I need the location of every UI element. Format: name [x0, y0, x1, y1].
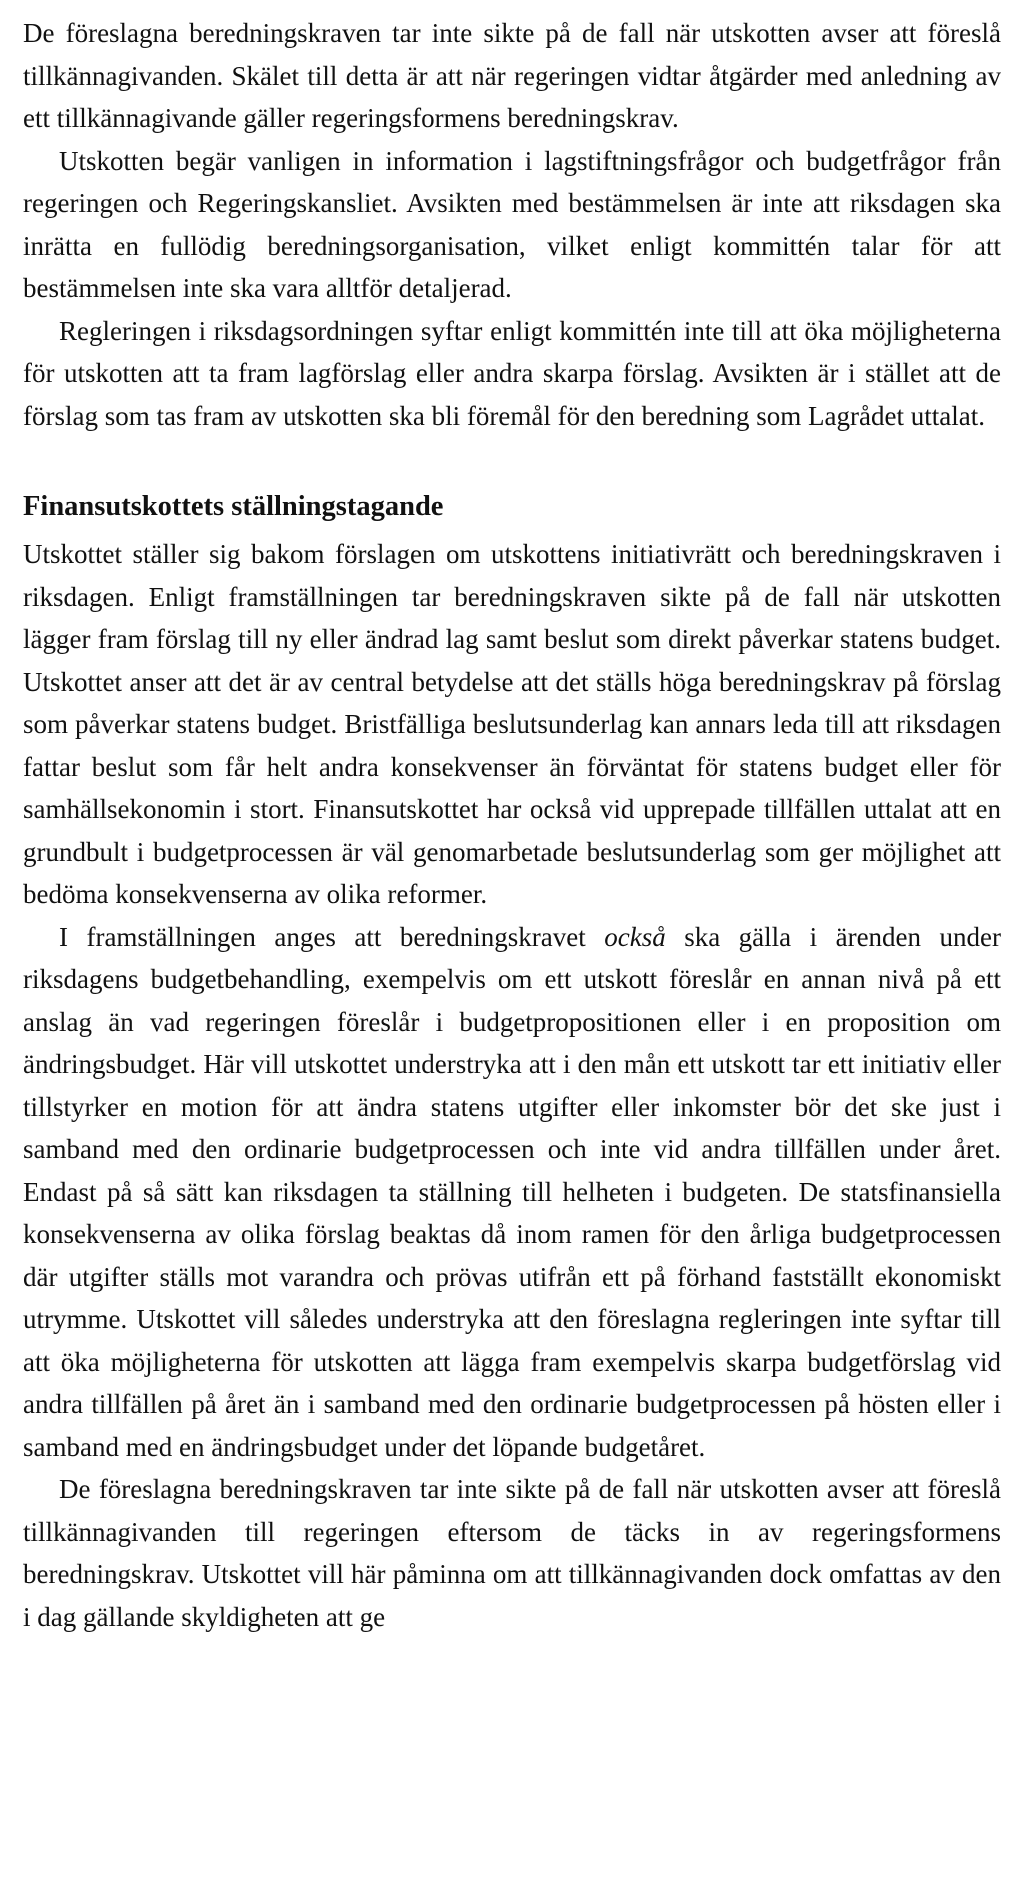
emphasized-word: också	[604, 921, 666, 952]
paragraph-with-emphasis	[23, 916, 1001, 1469]
section-heading: Finansutskottets ställningstagande	[23, 491, 444, 522]
paragraph: Regleringen i riksdagsordningen syftar enligt kommittén inte till att öka möjligheterna för utskotten att ta fram lagförslag eller andra skarpa förslag. Avsikten är i stället att de förslag som tas fram av utskotten ska bli föremål för den beredning som Lagrådet uttalat.	[23, 315, 1001, 431]
paragraph: Utskottet ställer sig bakom förslagen om utskottens initiativrätt och beredningskraven i riksdagen. Enligt framställningen tar beredningskraven sikte på de fall när utskotten lägger fram förslag till ny eller ändrad lag samt beslut som direkt påverkar statens budget. Utskottet anser att det är av central betydelse att det ställs höga beredningskrav på förslag som påverkar statens budget. Bristfälliga beslutsunderlag kan annars leda till att riksdagen fattar beslut som får helt andra konsekvenser än förväntat för statens budget eller för samhällsekonomin i stort. Finansutskottet har också vid upprepade tillfällen uttalat att en grundbult i budgetprocessen är väl genomarbetade beslutsunderlag som ger möjlighet att bedöma konsekvenserna av olika reformer.	[23, 539, 1001, 909]
paragraph: De föreslagna beredningskraven tar inte sikte på de fall när utskotten avser att föreslå tillkännagivanden till regeringen eftersom de täcks in av regeringsformens beredningskrav. Utskottet vill här påminna om att tillkännagivanden dock omfattas av den i dag gällande skyldigheten att ge	[23, 1474, 1001, 1632]
paragraph: De föreslagna beredningskraven tar inte sikte på de fall när utskotten avser att föreslå tillkännagivanden. Skälet till detta är att när regeringen vidtar åtgärder med anledning av ett tillkännagivande gäller regeringsformens beredningskrav.	[23, 18, 1001, 133]
paragraph: Utskotten begär vanligen in information i lagstiftningsfrågor och budgetfrågor från regeringen och Regeringskansliet. Avsikten med bestämmelsen är inte att riksdagen ska inrätta en fullödig beredningsorganisation, vilket enligt kommittén talar för att bestämmelsen inte ska vara alltför detaljerad.	[23, 145, 1001, 303]
paragraph-text: I framställningen anges att beredningskravet	[59, 921, 605, 952]
paragraph-text: ska gälla i ärenden under riksdagens budgetbehandling, exempelvis om ett utskott föreslår en annan nivå på ett anslag än vad regeringen föreslår i budgetpropositionen eller i en proposition om ändringsbudget. Här vill utskottet understryka att i den mån ett utskott tar ett initiativ eller tillstyrker en motion för att ändra statens utgifter eller inkomster bör det ske just i samband med den ordinarie budgetprocessen och inte vid andra tillfällen under året. Endast på så sätt kan riksdagen ta ställning till helheten i budgeten. De statsfinansiella konsekvenserna av olika förslag beaktas då inom ramen för den årliga budgetprocessen där utgifter ställs mot varandra och prövas utifrån ett på förhand fastställt ekonomiskt utrymme. Utskottet vill således understryka att den föreslagna regleringen inte syftar till att öka möjligheterna för utskotten att lägga fram exempelvis skarpa budgetförslag vid andra tillfällen på året än i samband med den ordinarie budgetprocessen på hösten eller i samband med en ändringsbudget under det löpande budgetåret.	[23, 921, 1001, 1462]
